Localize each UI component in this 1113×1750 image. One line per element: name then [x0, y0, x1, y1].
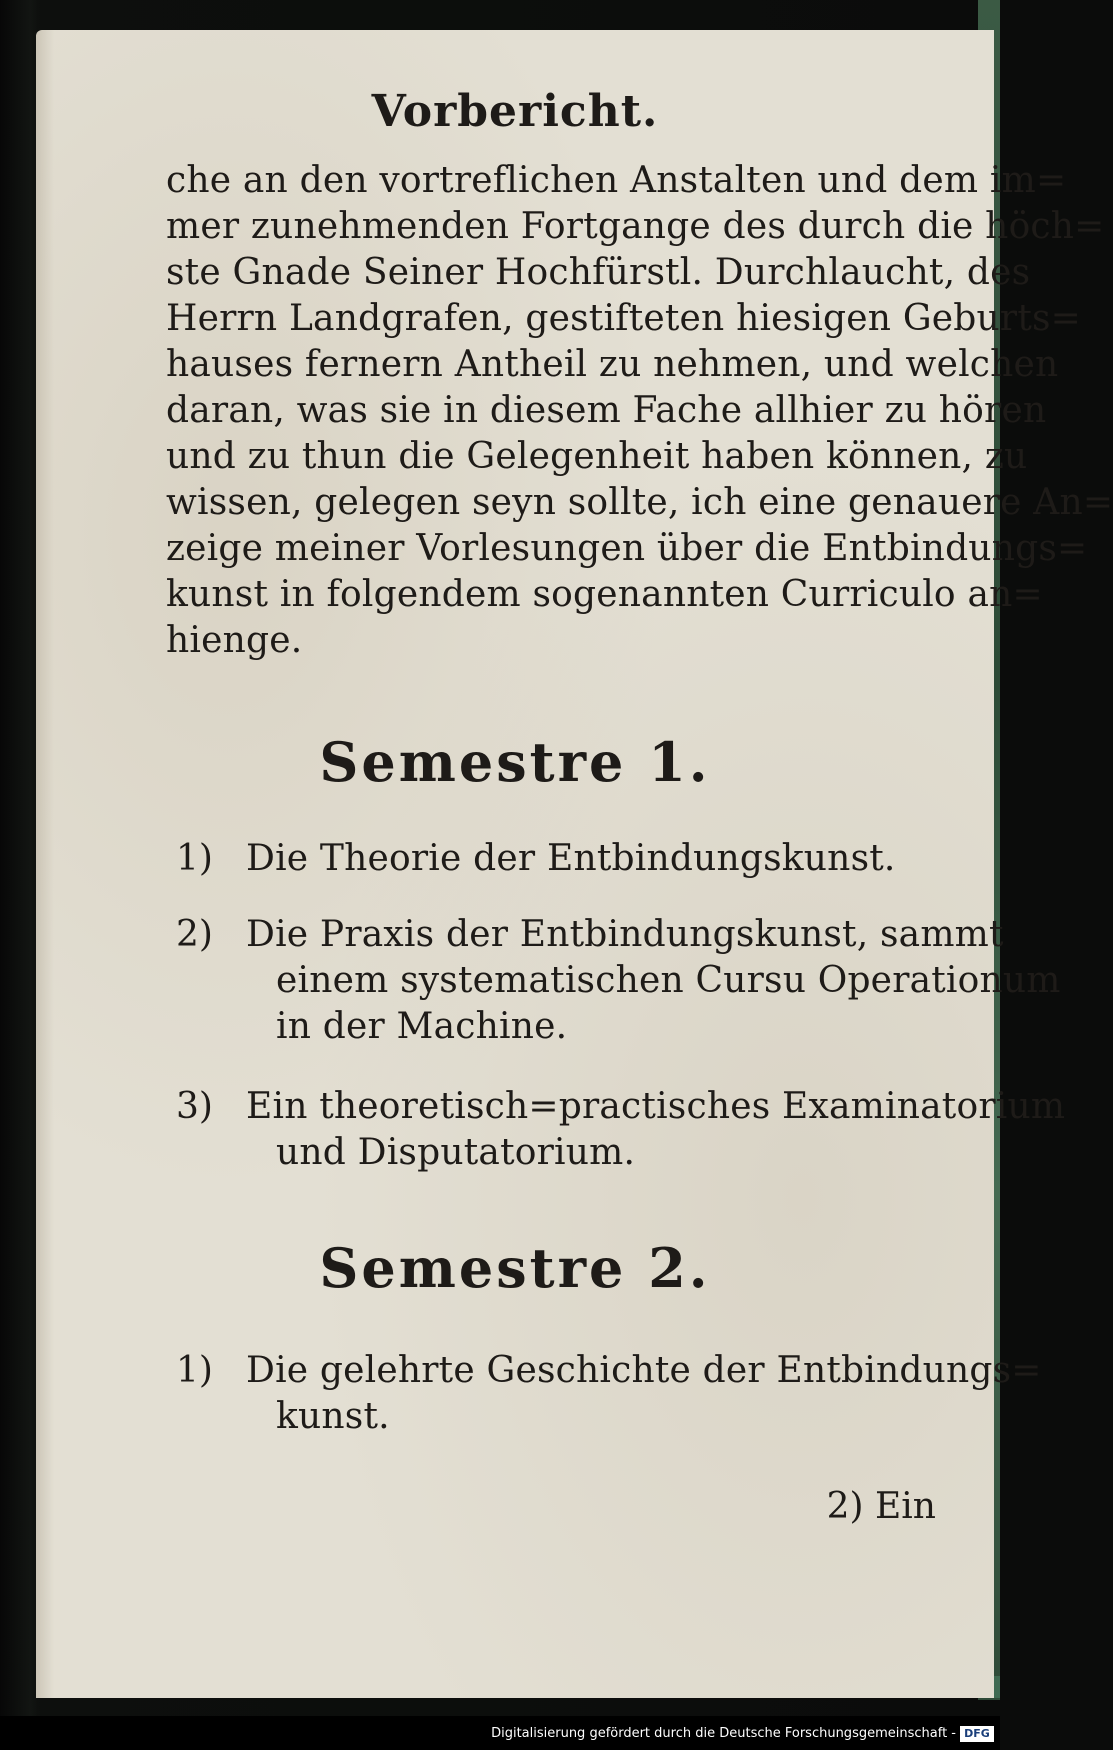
list-item-number: 1): [176, 1350, 213, 1391]
paragraph-line: ste Gnade Seiner Hochfürstl. Durchlaucht, des: [166, 252, 1031, 293]
footer-bar: [0, 1716, 1000, 1750]
catchword: 2) Ein: [826, 1486, 936, 1527]
list-item-line: kunst.: [276, 1396, 390, 1437]
list-item-line: Ein theoretisch=practisches Examinatorium: [246, 1086, 1066, 1127]
list-item-line: Die gelehrte Geschichte der Entbindungs=: [246, 1350, 1042, 1391]
paragraph-line: che an den vortreflichen Anstalten und dem im=: [166, 160, 1067, 201]
list-item-number: 2): [176, 914, 213, 955]
list-item-line: Die Praxis der Entbindungskunst, sammt: [246, 914, 1004, 955]
paragraph-line: zeige meiner Vorlesungen über die Entbindungs=: [166, 528, 1088, 569]
paragraph-line: wissen, gelegen seyn sollte, ich eine genauere An=: [166, 482, 1113, 523]
book-page: [36, 30, 1113, 1698]
paragraph-line: hienge.: [166, 620, 303, 661]
funding-credit: Digitalisierung gefördert durch die Deutsche Forschungsgemeinschaft -: [491, 1726, 956, 1741]
list-item-line: in der Machine.: [276, 1006, 568, 1047]
semester-2-heading: Semestre 2.: [319, 1236, 711, 1300]
paragraph-line: Herrn Landgrafen, gestifteten hiesigen Geburts=: [166, 298, 1082, 339]
paragraph-line: und zu thun die Gelegenheit haben können, zu: [166, 436, 1028, 477]
dfg-logo: DFG: [960, 1726, 994, 1742]
page-header: Vorbericht.: [371, 86, 659, 137]
paragraph-line: mer zunehmenden Fortgange des durch die höch=: [166, 206, 1105, 247]
list-item-number: 3): [176, 1086, 213, 1127]
paragraph-line: daran, was sie in diesem Fache allhier zu hören: [166, 390, 1047, 431]
list-item-line: und Disputatorium.: [276, 1132, 636, 1173]
list-item-number: 1): [176, 838, 213, 879]
semester-1-heading: Semestre 1.: [319, 730, 711, 794]
paragraph-line: kunst in folgendem sogenannten Curriculo an=: [166, 574, 1043, 615]
list-item-line: einem systematischen Cursu Operationum: [276, 960, 1061, 1001]
list-item-line: Die Theorie der Entbindungskunst.: [246, 838, 896, 879]
paragraph-line: hauses fernern Antheil zu nehmen, und welchen: [166, 344, 1059, 385]
